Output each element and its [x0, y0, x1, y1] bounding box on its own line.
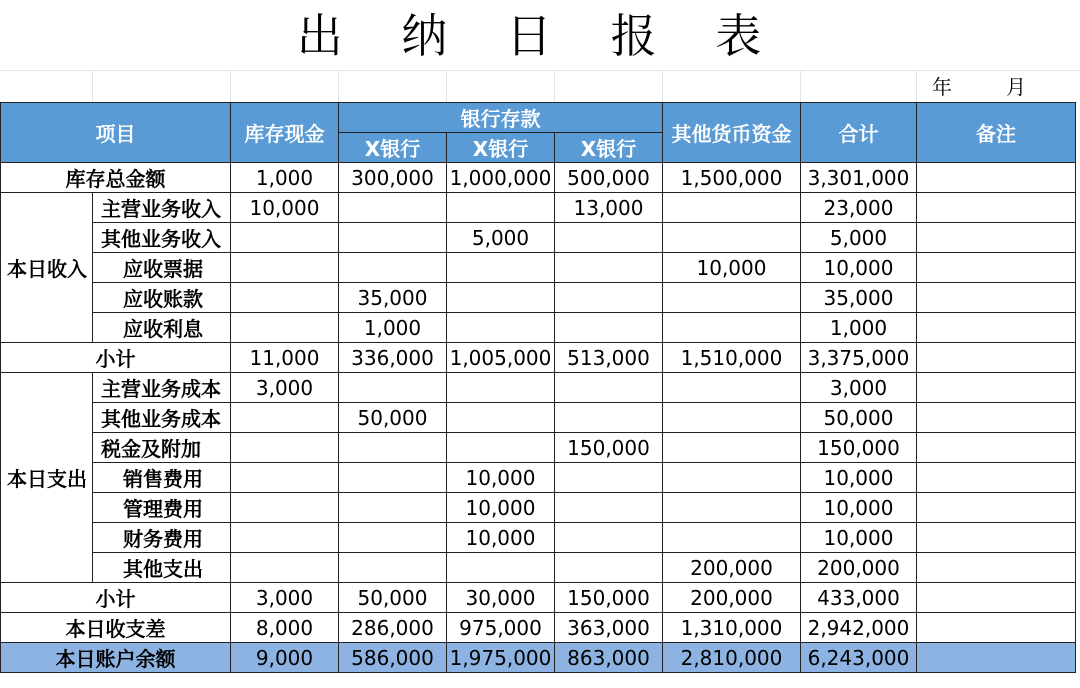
table-cell[interactable]: 10,000 — [231, 193, 339, 223]
table-cell[interactable]: 433,000 — [801, 583, 917, 613]
table-cell[interactable]: 1,005,000 — [447, 343, 555, 373]
table-cell[interactable] — [447, 283, 555, 313]
row-label[interactable]: 其他支出 — [93, 553, 231, 583]
row-label[interactable]: 库存总金额 — [1, 163, 231, 193]
table-cell[interactable] — [663, 313, 801, 343]
table-cell[interactable] — [231, 553, 339, 583]
table-row — [1, 523, 1076, 553]
table-cell[interactable] — [339, 193, 447, 223]
table-cell[interactable] — [663, 493, 801, 523]
header-bank-2[interactable]: X银行 — [447, 133, 555, 163]
table-cell[interactable]: 200,000 — [663, 583, 801, 613]
table-cell[interactable] — [555, 283, 663, 313]
table-cell[interactable] — [663, 373, 801, 403]
table-cell[interactable]: 10,000 — [663, 253, 801, 283]
table-cell[interactable]: 300,000 — [339, 163, 447, 193]
table-cell[interactable]: 30,000 — [447, 583, 555, 613]
table-row — [1, 223, 1076, 253]
table-cell[interactable] — [917, 313, 1076, 343]
row-label[interactable]: 财务费用 — [93, 523, 231, 553]
table-cell[interactable]: 200,000 — [663, 553, 801, 583]
table-cell[interactable]: 200,000 — [801, 553, 917, 583]
gridline — [92, 70, 93, 102]
table-cell[interactable] — [917, 253, 1076, 283]
gridline — [446, 70, 447, 102]
table-cell[interactable]: 1,000 — [339, 313, 447, 343]
table-cell[interactable] — [231, 223, 339, 253]
table-row — [1, 163, 1076, 193]
table-cell[interactable]: 1,000 — [231, 163, 339, 193]
table-cell[interactable] — [447, 403, 555, 433]
row-label[interactable]: 主营业务成本 — [93, 373, 231, 403]
table-cell[interactable]: 1,310,000 — [663, 613, 801, 643]
table-cell[interactable]: 1,975,000 — [447, 643, 555, 673]
row-label-subtotal[interactable]: 小计 — [1, 343, 231, 373]
table-cell[interactable] — [917, 433, 1076, 463]
table-cell[interactable]: 10,000 — [801, 463, 917, 493]
table-row — [1, 583, 1076, 613]
row-label-subtotal[interactable]: 小计 — [1, 583, 231, 613]
table-cell[interactable] — [339, 373, 447, 403]
group-label-expense[interactable]: 本日支出 — [1, 373, 93, 583]
table-cell[interactable]: 3,000 — [231, 583, 339, 613]
table-cell[interactable]: 10,000 — [801, 493, 917, 523]
table-cell[interactable] — [447, 193, 555, 223]
table-row — [1, 433, 1076, 463]
table-cell[interactable] — [339, 223, 447, 253]
table-cell[interactable]: 8,000 — [231, 613, 339, 643]
row-label[interactable]: 主营业务收入 — [93, 193, 231, 223]
table-cell[interactable]: 10,000 — [801, 523, 917, 553]
table-cell[interactable] — [555, 523, 663, 553]
table-cell[interactable]: 975,000 — [447, 613, 555, 643]
table-cell[interactable]: 1,000,000 — [447, 163, 555, 193]
gridline — [916, 70, 917, 102]
table-cell[interactable]: 10,000 — [447, 463, 555, 493]
table-cell[interactable] — [231, 313, 339, 343]
table-cell[interactable]: 50,000 — [339, 583, 447, 613]
table-cell[interactable]: 500,000 — [555, 163, 663, 193]
table-cell[interactable]: 50,000 — [339, 403, 447, 433]
table-cell[interactable]: 2,810,000 — [663, 643, 801, 673]
table-cell[interactable]: 6,243,000 — [801, 643, 917, 673]
gridline — [662, 70, 663, 102]
table-cell[interactable]: 10,000 — [447, 493, 555, 523]
table-cell[interactable] — [555, 493, 663, 523]
table-cell[interactable] — [555, 553, 663, 583]
table-cell[interactable]: 10,000 — [801, 253, 917, 283]
table-cell[interactable] — [917, 223, 1076, 253]
gridline — [554, 70, 555, 102]
header-total[interactable]: 合计 — [801, 103, 917, 163]
table-cell[interactable] — [555, 463, 663, 493]
table-cell[interactable]: 13,000 — [555, 193, 663, 223]
table-cell[interactable]: 10,000 — [447, 523, 555, 553]
table-cell[interactable] — [555, 223, 663, 253]
table-row — [1, 403, 1076, 433]
header-other-funds[interactable]: 其他货币资金 — [663, 103, 801, 163]
table-row — [1, 253, 1076, 283]
table-cell[interactable]: 513,000 — [555, 343, 663, 373]
table-cell[interactable]: 150,000 — [801, 433, 917, 463]
table-row — [1, 643, 1076, 673]
table-cell[interactable] — [917, 283, 1076, 313]
month-label: 月 — [1006, 75, 1026, 99]
table-cell[interactable] — [555, 373, 663, 403]
table-cell[interactable] — [231, 403, 339, 433]
table-cell[interactable] — [917, 583, 1076, 613]
table-cell[interactable]: 3,000 — [231, 373, 339, 403]
table-cell[interactable] — [231, 523, 339, 553]
table-cell[interactable] — [231, 463, 339, 493]
year-label: 年 — [932, 75, 952, 99]
table-cell[interactable] — [555, 313, 663, 343]
row-label[interactable]: 税金及附加 — [93, 433, 231, 463]
sheet-gridlines — [0, 70, 1080, 102]
table-cell[interactable] — [663, 193, 801, 223]
table-cell[interactable]: 286,000 — [339, 613, 447, 643]
header-bank-deposits[interactable]: 银行存款 — [339, 103, 663, 133]
table-cell[interactable]: 1,500,000 — [663, 163, 801, 193]
table-cell[interactable] — [663, 403, 801, 433]
table-cell[interactable] — [447, 553, 555, 583]
table-cell[interactable] — [917, 163, 1076, 193]
table-cell[interactable] — [339, 523, 447, 553]
table-cell[interactable] — [339, 463, 447, 493]
row-label[interactable]: 管理费用 — [93, 493, 231, 523]
table-cell[interactable] — [917, 373, 1076, 403]
table-cell[interactable] — [447, 433, 555, 463]
table-cell[interactable]: 23,000 — [801, 193, 917, 223]
table-cell[interactable]: 150,000 — [555, 583, 663, 613]
table-cell[interactable]: 11,000 — [231, 343, 339, 373]
gridline — [800, 70, 801, 102]
table-cell[interactable] — [339, 253, 447, 283]
gridline — [230, 70, 231, 102]
header-item[interactable]: 项目 — [1, 103, 231, 163]
table-cell[interactable]: 586,000 — [339, 643, 447, 673]
table-cell[interactable] — [917, 193, 1076, 223]
table-cell[interactable] — [663, 433, 801, 463]
table-cell[interactable] — [663, 523, 801, 553]
row-label[interactable]: 应收账款 — [93, 283, 231, 313]
row-label[interactable]: 其他业务收入 — [93, 223, 231, 253]
row-label[interactable]: 应收利息 — [93, 313, 231, 343]
table-cell[interactable] — [231, 433, 339, 463]
row-label-net[interactable]: 本日收支差 — [1, 613, 231, 643]
gridline — [338, 70, 339, 102]
table-cell[interactable] — [231, 493, 339, 523]
table-cell[interactable] — [447, 253, 555, 283]
table-cell[interactable]: 2,942,000 — [801, 613, 917, 643]
table-cell[interactable]: 5,000 — [447, 223, 555, 253]
table-cell[interactable]: 1,510,000 — [663, 343, 801, 373]
row-label[interactable]: 其他业务成本 — [93, 403, 231, 433]
table-cell[interactable] — [339, 493, 447, 523]
table-cell[interactable] — [447, 373, 555, 403]
table-cell[interactable]: 863,000 — [555, 643, 663, 673]
header-note[interactable]: 备注 — [917, 103, 1076, 163]
row-label[interactable]: 应收票据 — [93, 253, 231, 283]
table-cell[interactable] — [339, 433, 447, 463]
row-label-balance[interactable]: 本日账户余额 — [1, 643, 231, 673]
table-cell[interactable]: 3,301,000 — [801, 163, 917, 193]
table-cell[interactable]: 3,375,000 — [801, 343, 917, 373]
table-row — [1, 613, 1076, 643]
table-cell[interactable] — [663, 223, 801, 253]
table-cell[interactable] — [663, 283, 801, 313]
table-cell[interactable] — [231, 283, 339, 313]
table-cell[interactable] — [917, 343, 1076, 373]
table-cell[interactable] — [917, 643, 1076, 673]
table-cell[interactable]: 9,000 — [231, 643, 339, 673]
table-cell[interactable]: 5,000 — [801, 223, 917, 253]
table-cell[interactable]: 1,000 — [801, 313, 917, 343]
table-cell[interactable] — [339, 553, 447, 583]
header-cash[interactable]: 库存现金 — [231, 103, 339, 163]
table-cell[interactable] — [917, 553, 1076, 583]
table-cell[interactable]: 336,000 — [339, 343, 447, 373]
table-cell[interactable] — [917, 493, 1076, 523]
table-row — [1, 193, 1076, 223]
cashier-daily-report-table — [0, 102, 1076, 673]
table-row — [1, 313, 1076, 343]
table-row — [1, 493, 1076, 523]
table-cell[interactable] — [555, 253, 663, 283]
table-row — [1, 283, 1076, 313]
header-bank-1[interactable]: X银行 — [339, 133, 447, 163]
table-cell[interactable]: 150,000 — [555, 433, 663, 463]
report-title: 出 纳 日 报 表 — [296, 9, 784, 63]
table-row — [1, 343, 1076, 373]
table-cell[interactable]: 50,000 — [801, 403, 917, 433]
table-cell[interactable] — [917, 523, 1076, 553]
table-cell[interactable] — [447, 313, 555, 343]
table-cell[interactable]: 35,000 — [801, 283, 917, 313]
table-cell[interactable]: 363,000 — [555, 613, 663, 643]
gridline — [0, 70, 1080, 71]
table-cell[interactable] — [663, 463, 801, 493]
table-cell[interactable] — [917, 463, 1076, 493]
table-cell[interactable] — [231, 253, 339, 283]
table-cell[interactable]: 35,000 — [339, 283, 447, 313]
table-cell[interactable] — [917, 613, 1076, 643]
table-cell[interactable] — [555, 403, 663, 433]
table-row — [1, 553, 1076, 583]
group-label-income[interactable]: 本日收入 — [1, 193, 93, 343]
row-label[interactable]: 销售费用 — [93, 463, 231, 493]
table-row — [1, 373, 1076, 403]
table-cell[interactable]: 3,000 — [801, 373, 917, 403]
header-bank-3[interactable]: X银行 — [555, 133, 663, 163]
table-cell[interactable] — [917, 403, 1076, 433]
table-row — [1, 463, 1076, 493]
